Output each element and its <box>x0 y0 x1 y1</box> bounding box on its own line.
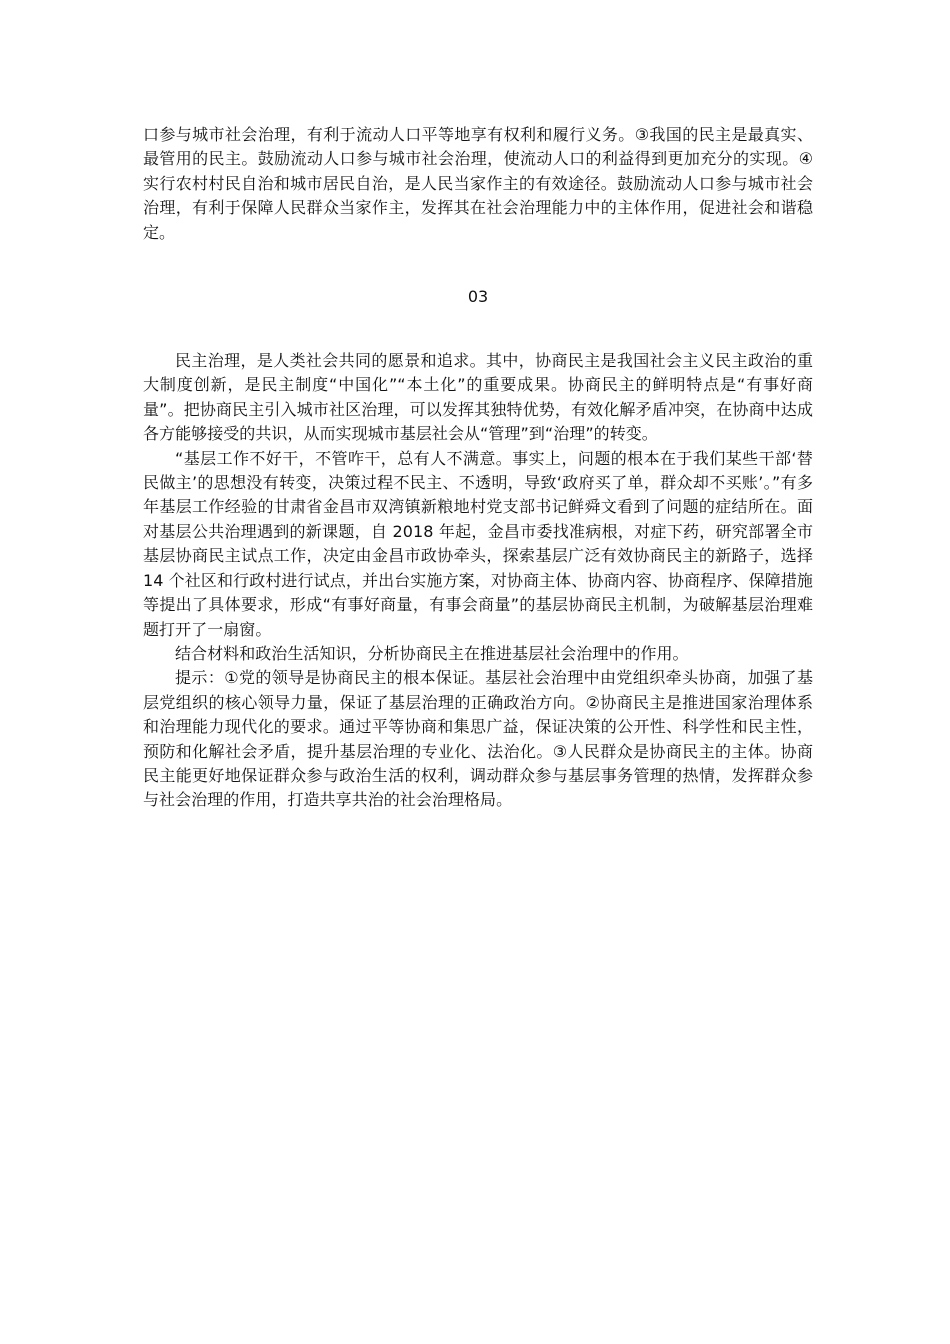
section-number: 03 <box>467 287 489 307</box>
hint-paragraph: 提示：①党的领导是协商民主的根本保证。基层社会治理中由党组织牵头协商，加强了基层党组织的核心领导力量，保证了基层治理的正确政治方向。②协商民主是推进国家治理体系和治理能力现代化的要求。通过平等协商和集思广益，保证决策的公开性、科学性和民主性，预防和化解社会矛盾，提升基层治理的专业化、法治化。③人民群众是协商民主的主体。协商民主能更好地保证群众参与政治生活的权利，调动群众参与基层事务管理的热情，发挥群众参与社会治理的作用，打造共享共治的社会治理格局。 <box>143 668 813 810</box>
material-paragraph: “基层工作不好干，不管咋干，总有人不满意。事实上，问题的根本在于我们某些干部‘替民做主’的思想没有转变，决策过程不民主、不透明，导致‘政府买了单，群众却不买账’。”有多年基层工作经验的甘肃省金昌市双湾镇新粮地村党支部书记鲜舜文看到了问题的症结所在。面对基层公共治理遇到的新课题，自 2018 年起，金昌市委找准病根，对症下药，研究部署全市基层协商民主试点工作，决定由金昌市政协牵头，探索基层广泛有效协商民主的新路子，选择 14 个社区和行政村进行试点，并出台实施方案，对协商主体、协商内容、协商程序、保障措施等提出了具体要求，形成“有事好商量，有事会商量”的基层协商民主机制，为破解基层治理难题打开了一扇窗。 <box>143 448 813 639</box>
intro-paragraph: 民主治理，是人类社会共同的愿景和追求。其中，协商民主是我国社会主义民主政治的重大制度创新，是民主制度“中国化”“本土化”的重要成果。协商民主的鲜明特点是“有事好商量”。把协商民主引入城市社区治理，可以发挥其独特优势，有效化解矛盾冲突，在协商中达成各方能够接受的共识，从而实现城市基层社会从“管理”到“治理”的转变。 <box>143 351 813 444</box>
question-paragraph: 结合材料和政治生活知识，分析协商民主在推进基层社会治理中的作用。 <box>175 643 689 663</box>
document-page <box>143 123 813 813</box>
continuation-paragraph: 口参与城市社会治理，有利于流动人口平等地享有权利和履行义务。③我国的民主是最真实、最管用的民主。鼓励流动人口参与城市社会治理，使流动人口的利益得到更加充分的实现。④实行农村村民自治和城市居民自治，是人民当家作主的有效途径。鼓励流动人口参与城市社会治理，有利于保障人民群众当家作主，发挥其在社会治理能力中的主体作用，促进社会和谐稳定。 <box>143 125 813 242</box>
